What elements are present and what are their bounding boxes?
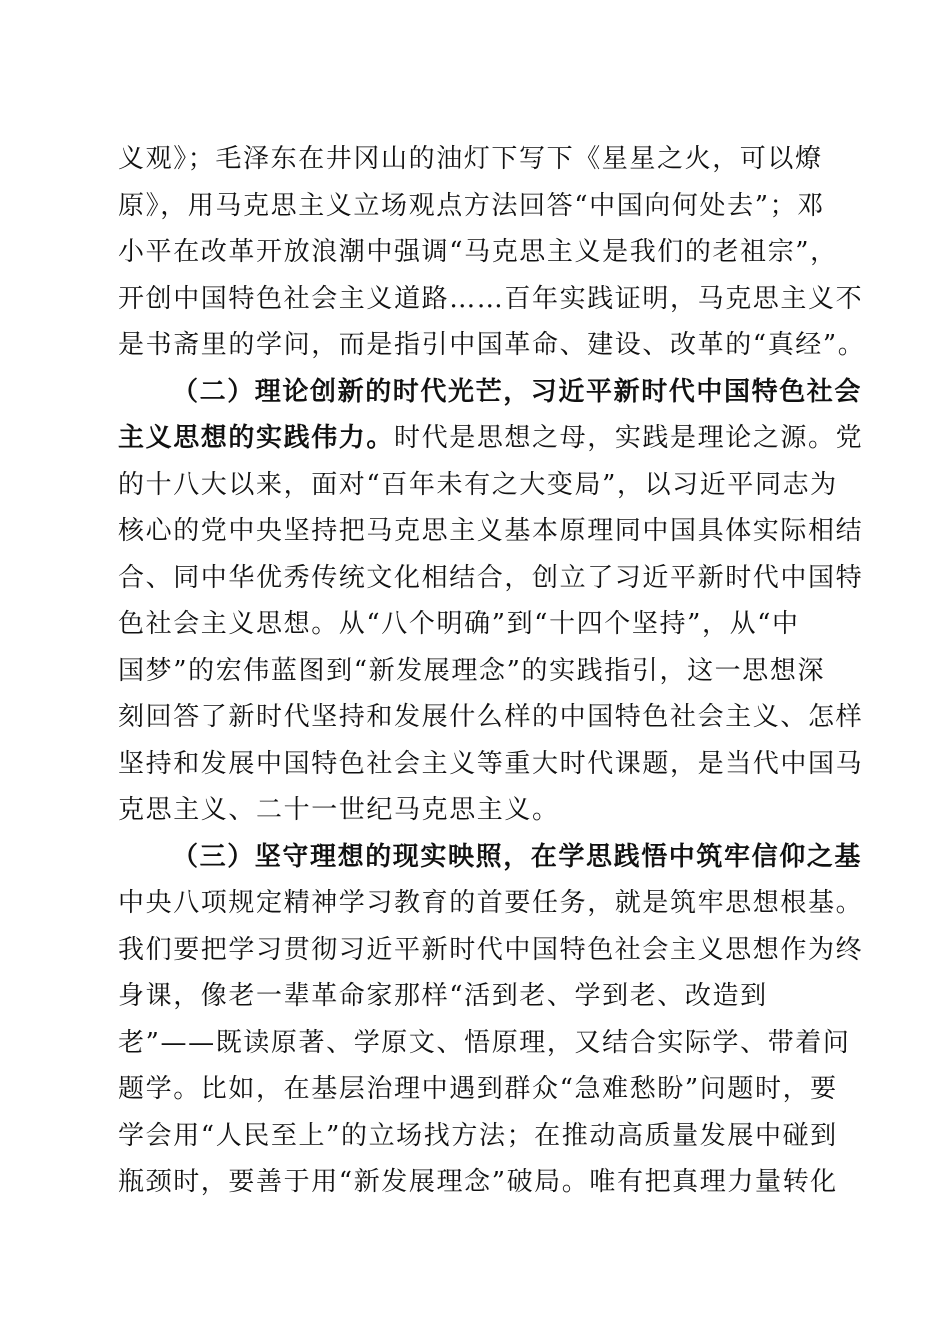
document-body [118,136,866,1206]
line-text: 核心的党中央坚持把马克思主义基本原理同中国具体实际相结 [118,516,864,546]
section-heading-text: （三）坚守理想的现实映照，在学思践悟中筑牢信仰之基 [172,841,863,872]
text-line [118,787,830,834]
text-line [118,1113,838,1160]
text-line [118,322,866,369]
text-line [118,973,830,1020]
line-text: 时代是思想之母，实践是理论之源。党 [394,423,864,453]
text-line [118,508,864,555]
section-heading-2 [118,369,863,416]
text-line [118,183,830,230]
text-line [118,741,864,788]
line-text: 是书斋里的学问，而是指引中国革命、建设、改革的“真经”。 [118,330,866,360]
line-text: 刻回答了新时代坚持和发展什么样的中国特色社会主义、怎样 [118,702,864,732]
text-line [118,927,864,974]
line-text: 克思主义、二十一世纪马克思主义。 [118,795,560,825]
text-line [118,276,864,323]
line-text: 题学。比如，在基层治理中遇到群众“急难愁盼”问题时，要 [118,1074,838,1104]
section-heading-3 [118,834,863,881]
section-heading-text: 主义思想的实践伟力。 [118,423,395,453]
line-text: 的十八大以来，面对“百年未有之大变局”，以习近平同志为 [118,469,838,500]
line-text: 学会用“人民至上”的立场找方法；在推动高质量发展中碰到 [118,1120,838,1151]
line-text: 开创中国特色社会主义道路……百年实践证明，马克思主义不 [118,283,864,314]
line-text: 色社会主义思想。从“八个明确”到“十四个坚持”，从“中 [118,609,800,639]
line-text: 国梦”的宏伟蓝图到“新发展理念”的实践指引，这一思想深 [118,655,826,686]
text-line [118,648,830,695]
text-line [118,136,830,183]
text-line [118,880,864,927]
line-text: 原》，用马克思主义立场观点方法回答“中国向何处去”；邓 [118,190,825,221]
line-text: 我们要把学习贯彻习近平新时代中国特色社会主义思想作为终 [118,934,864,965]
line-text: 身课，像老一辈革命家那样“活到老、学到老、改造到 [118,981,768,1011]
text-line [118,555,864,602]
line-text: 坚持和发展中国特色社会主义等重大时代课题，是当代中国马 [118,748,864,779]
line-text: 合、同中华优秀传统文化相结合，创立了习近平新时代中国特 [118,562,864,593]
text-line [118,229,838,276]
text-line [118,415,864,462]
line-text: 瓶颈时，要善于用“新发展理念”破局。唯有把真理力量转化 [118,1167,838,1197]
text-line [118,1020,851,1067]
section-heading-text: （二）理论创新的时代光芒，习近平新时代中国特色社会 [172,376,863,407]
text-line [118,462,838,509]
text-line [118,1159,838,1206]
line-text: 中央八项规定精神学习教育的首要任务，就是筑牢思想根基。 [118,888,864,918]
line-text: 小平在改革开放浪潮中强调“马克思主义是我们的老祖宗”， [118,237,838,267]
text-line [118,694,864,741]
text-line [118,1066,838,1113]
line-text: 义观》；毛泽东在井冈山的油灯下写下《星星之火，可以燎 [118,144,823,174]
text-line [118,601,830,648]
line-text: 老”——既读原著、学原文、悟原理，又结合实际学、带着问 [118,1027,851,1058]
